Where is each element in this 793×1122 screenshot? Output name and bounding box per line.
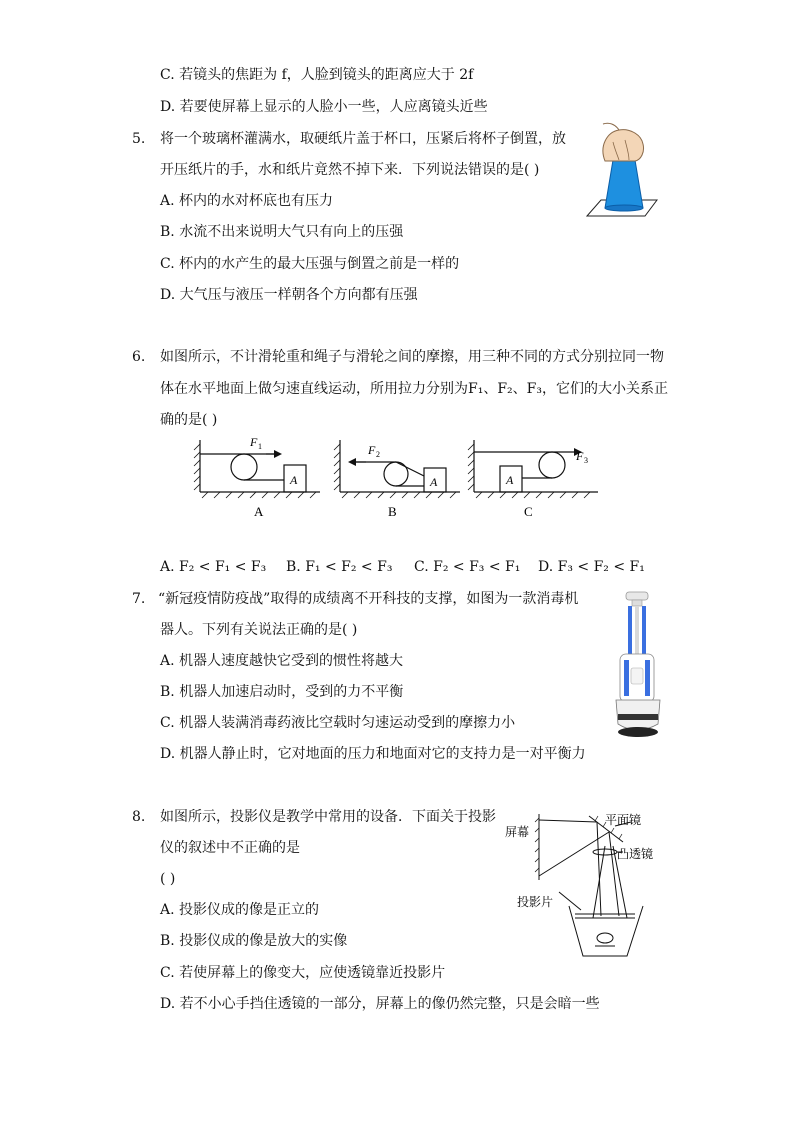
q6-caption-a: A — [254, 504, 264, 519]
q8-stem-line2: 仪的叙述中不正确的是 — [160, 840, 300, 856]
q8-stem-line3: ( ) — [160, 871, 176, 887]
q7-option-d: D. 机器人静止时，它对地面的压力和地面对它的支持力是一对平衡力 — [160, 746, 586, 762]
q5-option-c: C. 杯内的水产生的最大压强与倒置之前是一样的 — [160, 256, 460, 272]
q4-option-d: D. 若要使屏幕上显示的人脸小一些，人应离镜头近些 — [160, 99, 488, 115]
q6-number: 6. — [132, 349, 146, 365]
q5-number: 5. — [132, 131, 146, 147]
q6-option-a: A. F₂ < F₁ < F₃ — [160, 559, 267, 575]
q7-option-b: B. 机器人加速启动时，受到的力不平衡 — [160, 684, 404, 700]
q7-option-a: A. 机器人速度越快它受到的惯性将越大 — [160, 653, 404, 669]
q8-label-mirror: 平面镜 — [605, 813, 642, 827]
q8-option-b: B. 投影仪成的像是放大的实像 — [160, 933, 348, 949]
q6-force-f2-sub: 2 — [376, 450, 380, 459]
q6-force-f3: F — [576, 449, 584, 463]
q8-option-a: A. 投影仪成的像是正立的 — [160, 902, 320, 918]
q5-stem-line1: 将一个玻璃杯灌满水，取硬纸片盖于杯口，压紧后将杯子倒置，放 — [160, 131, 566, 147]
q8-stem-line1: 如图所示，投影仪是教学中常用的设备．下面关于投影 — [160, 809, 496, 825]
q6-stem-line1: 如图所示，不计滑轮重和绳子与滑轮之间的摩擦，用三种不同的方式分别拉同一物 — [160, 349, 664, 365]
q6-force-f2: F — [368, 443, 376, 457]
q8-number: 8. — [132, 809, 146, 825]
q6-stem-line3: 确的是( ) — [160, 412, 218, 428]
q7-stem-line2: 器人。下列有关说法正确的是( ) — [160, 622, 358, 638]
q8-label-screen: 屏幕 — [505, 825, 530, 839]
q6-caption-b: B — [388, 504, 397, 519]
q6-block-label-b: A — [430, 475, 438, 489]
q5-option-a: A. 杯内的水对杯底也有压力 — [160, 193, 334, 209]
q5-cup-figure — [585, 128, 665, 223]
q6-pulley-figure — [188, 432, 668, 524]
q5-option-d: D. 大气压与液压一样朝各个方向都有压强 — [160, 287, 418, 303]
q6-block-label-c: A — [506, 473, 514, 487]
q7-robot-figure — [614, 592, 662, 744]
q7-stem-line1: “新冠疫情防疫战”取得的成绩离不开科技的支撑，如图为一款消毒机 — [158, 591, 579, 607]
q5-stem-line2: 开压纸片的手，水和纸片竟然不掉下来．下列说法错误的是( ) — [160, 162, 540, 178]
q7-number: 7. — [132, 591, 146, 607]
q6-block-label-a: A — [290, 473, 298, 487]
q6-force-f1: F — [250, 435, 258, 449]
q7-option-c: C. 机器人装满消毒药液比空载时匀速运动受到的摩擦力小 — [160, 715, 516, 731]
q4-option-c: C. 若镜头的焦距为 f，人脸到镜头的距离应大于 2f — [160, 67, 474, 83]
q8-option-c: C. 若使屏幕上的像变大，应使透镜靠近投影片 — [160, 965, 446, 981]
q5-option-b: B. 水流不出来说明大气只有向上的压强 — [160, 224, 404, 240]
q8-option-d: D. 若不小心手挡住透镜的一部分，屏幕上的像仍然完整，只是会暗一些 — [160, 996, 600, 1012]
q6-force-f1-sub: 1 — [258, 442, 262, 451]
q8-label-lens: 凸透镜 — [617, 847, 654, 861]
q8-projector-figure — [505, 806, 670, 964]
q6-option-d: D. F₃ < F₂ < F₁ — [538, 559, 645, 575]
q6-option-c: C. F₂ < F₃ < F₁ — [414, 559, 521, 575]
q8-label-slide: 投影片 — [517, 895, 554, 909]
q6-caption-c: C — [524, 504, 533, 519]
q6-option-b: B. F₁ < F₂ < F₃ — [286, 559, 393, 575]
q6-force-f3-sub: 3 — [584, 456, 588, 465]
q6-stem-line2: 体在水平地面上做匀速直线运动，所用拉力分别为F₁、F₂、F₃，它们的大小关系正 — [160, 381, 668, 397]
